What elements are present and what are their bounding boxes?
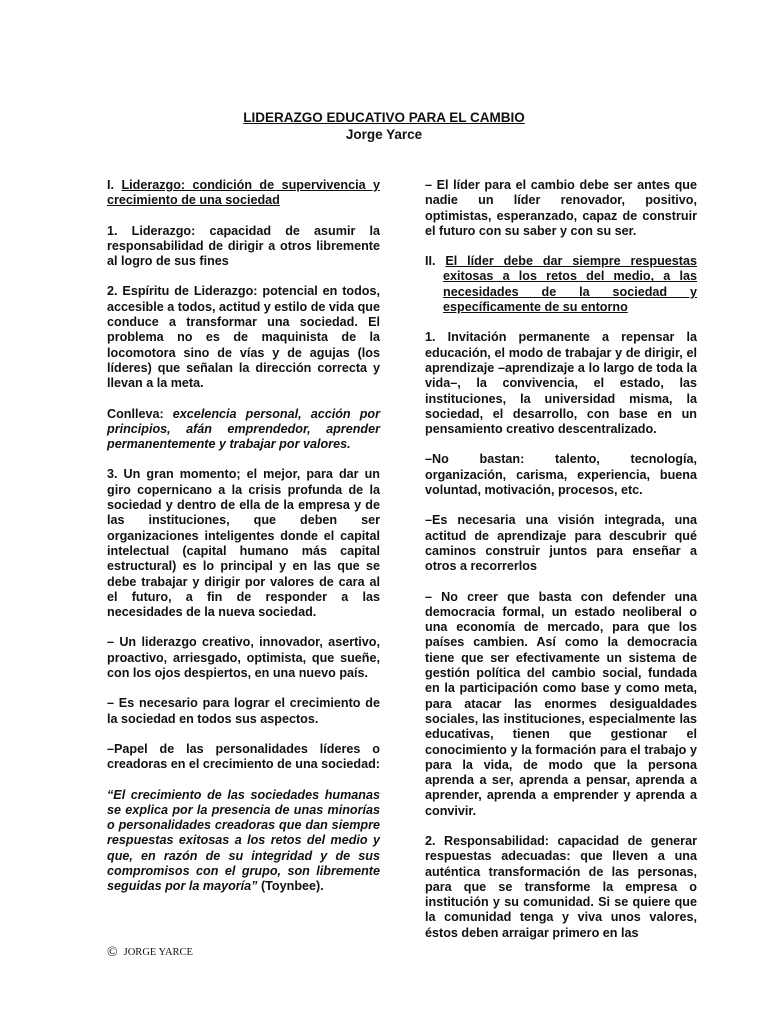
conlleva-list: excelencia personal, acción por principios, afán emprendedor, aprender permanentemente y trabajar por valores. xyxy=(107,406,381,452)
paragraph-crecimiento: – Es necesario para lograr el crecimiento de la sociedad en todos sus aspectos. xyxy=(107,696,380,726)
paragraph-democracia: – No creer que basta con defender una democracia formal, un estado neoliberal o una economía de mercado, para que los países cambien. Así como la democracia tiene que ser efectivamente un sistema de gestión política del cambio social, fundada en la participación como base y como meta, para atacar las enormes desigualdades sociales, las instituciones, especialmente las educativas, tienen que gestionar el conocimiento y la formación para el trabajo y para la vida, de modo que la persona aprenda a ser, aprenda a pensar, aprenda a aprender, aprenda a emprender y aprenda a convivir. xyxy=(425,589,697,818)
paragraph-liderazgo-creativo: – Un liderazgo creativo, innovador, asertivo, proactivo, arriesgado, optimista, que sueñe, con los ojos despiertos, en una nuevo país. xyxy=(107,635,380,681)
paragraph-no-bastan: –No bastan: talento, tecnología, organización, carisma, experiencia, buena voluntad, motivación, procesos, etc. xyxy=(425,452,697,498)
paragraph-liderazgo: 1. Liderazgo: capacidad de asumir la responsabilidad de dirigir a otros libremente al logro de sus fines xyxy=(107,223,380,269)
paragraph-invitacion: 1. Invitación permanente a repensar la educación, el modo de trabajar y de dirigir, el aprendizaje –aprendizaje a lo largo de toda la vida–, la convivencia, el estado, las instituciones, la universidad misma, la sociedad, el desarrollo, con base en un pensamiento creativo descentralizado. xyxy=(425,330,697,437)
section-1-heading-text: Liderazgo: condición de supervivencia y crecimiento de una sociedad xyxy=(107,178,381,208)
paragraph-papel-personalidades: –Papel de las personalidades líderes o creadoras en el crecimiento de una sociedad: xyxy=(107,741,380,772)
paragraph-espiritu-liderazgo: 2. Espíritu de Liderazgo: potencial en todos, accesible a todos, actitud y estilo de vida que conduce a transformar una sociedad. El problema no es de maquinista de la locomotora sino de vías y de agujas (los líderes) que señalan la dirección correcta y llevan a la meta. xyxy=(107,284,380,391)
footer-author: JORGE YARCE xyxy=(123,947,193,958)
paragraph-conlleva xyxy=(107,407,380,453)
paragraph-lider-cambio: – El líder para el cambio debe ser antes que nadie un líder renovador, positivo, optimistas, esperanzado, capaz de construir el futuro con su saber y con su ser. xyxy=(425,178,697,238)
section-1-prefix: I. xyxy=(107,178,122,192)
section-2-prefix: II. xyxy=(425,254,446,269)
section-1-heading xyxy=(107,178,380,209)
section-2-heading xyxy=(425,254,697,315)
conlleva-lead: Conlleva: xyxy=(107,406,173,421)
document-title: LIDERAZGO EDUCATIVO PARA EL CAMBIO xyxy=(243,110,525,125)
section-2-heading-text: El líder debe dar siempre respuestas exitosas a los retos del medio, a las necesidades de la sociedad y específicamente de su entorno xyxy=(443,254,697,315)
left-column xyxy=(107,178,380,910)
toynbee-quote xyxy=(107,788,380,895)
quote-text: “El crecimiento de las sociedades humanas se explica por la presencia de unas minorías o personalidades creadoras que dan siempre respuestas exitosas a los retos del medio y que, en razón de su integridad y de sus compromisos con el grupo, son libremente seguidas por la mayoría” xyxy=(107,787,380,894)
quote-source: (Toynbee). xyxy=(257,879,324,894)
copyright-symbol: © xyxy=(107,945,118,960)
document-author: Jorge Yarce xyxy=(345,127,423,142)
paragraph-gran-momento: 3. Un gran momento; el mejor, para dar un giro copernicano a la crisis profunda de la sociedad y dentro de ella de la empresa y de las instituciones, que deben ser organizaciones inteligentes donde el capital intelectual (capital humano más capital estructural) es lo principal y en las que se debe trabajar y dirigir por valores de cara al el futuro, a fin de responder a las necesidades de la nueva sociedad. xyxy=(107,467,380,620)
page-footer xyxy=(107,945,193,961)
paragraph-vision-integrada: –Es necesaria una visión integrada, una actitud de aprendizaje para descubrir qué caminos construir juntos para enseñar a otros a recorrerlos xyxy=(425,513,697,574)
paragraph-responsabilidad: 2. Responsabilidad: capacidad de generar respuestas adecuadas: que lleven a una auténtica transformación de las personas, para que se transforme la empresa o institución y su comunidad. Si se quiere que la comunidad tenga y viva unos valores, éstos deben arraigar primero en las xyxy=(425,833,697,940)
document-header xyxy=(0,109,768,143)
right-column xyxy=(425,178,697,956)
